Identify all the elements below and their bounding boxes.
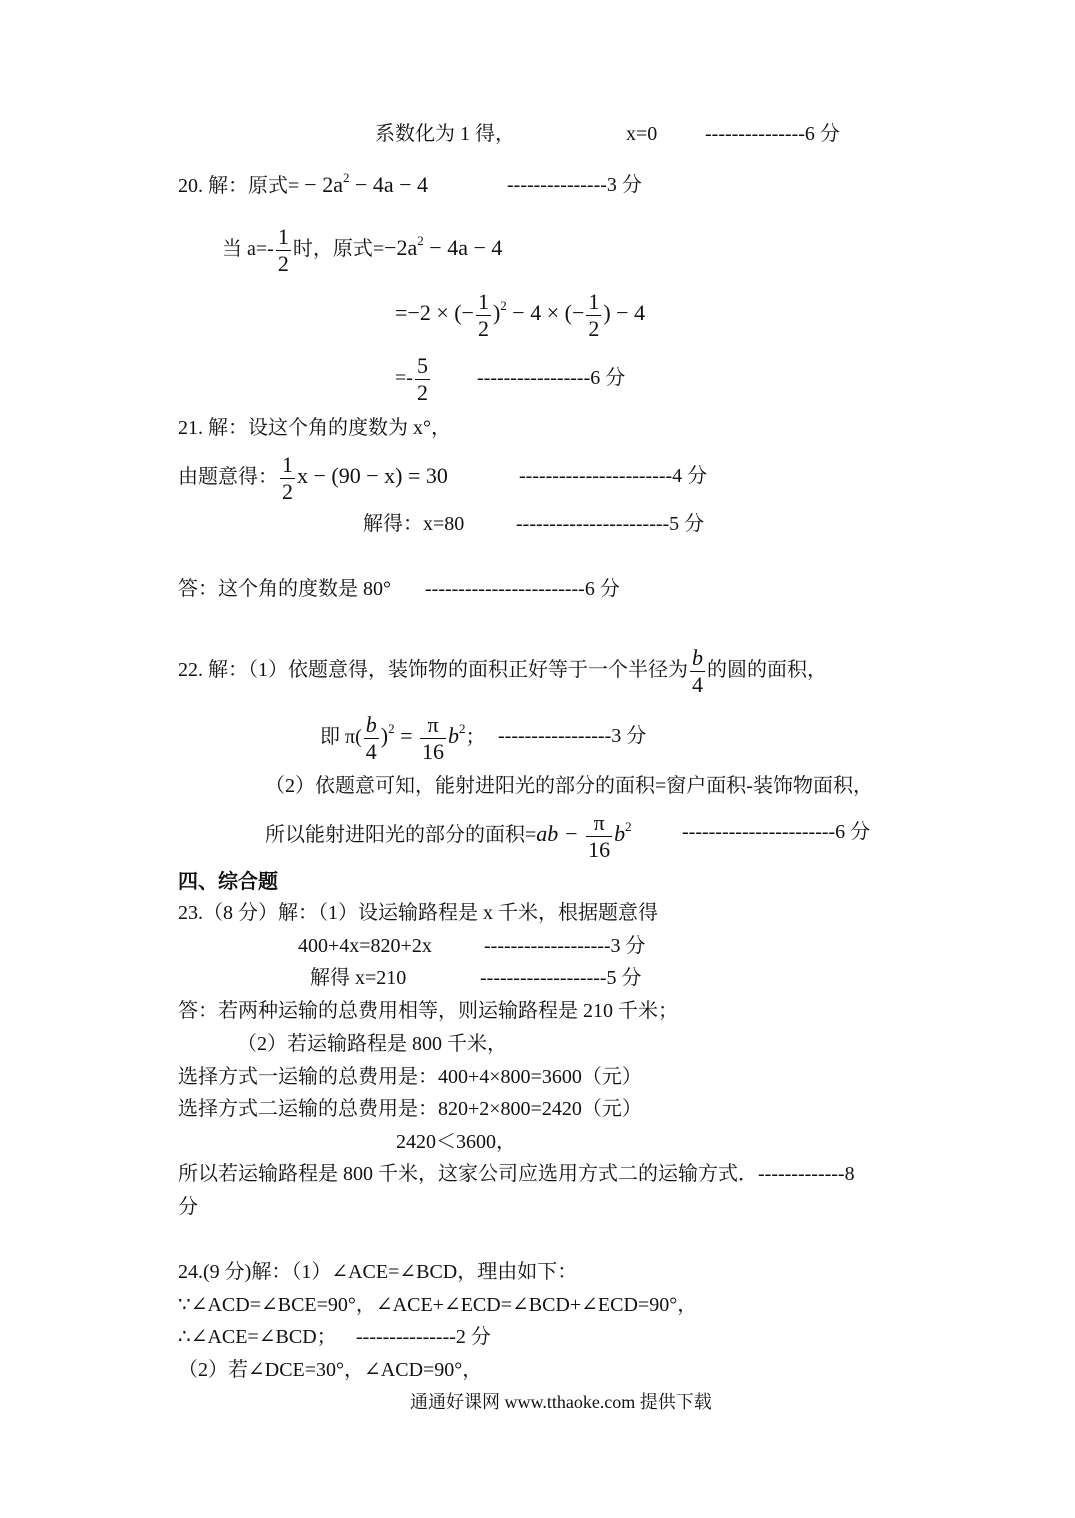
fraction: $\frac{b}{4}$ <box>365 711 377 764</box>
q23-sol-score: -------------------5 分 <box>480 967 642 989</box>
q23-compare: 2420＜3600， <box>396 1131 516 1153</box>
q20-expr1: − 2a <box>304 172 343 197</box>
q22-part2: （2）依题意可知，能射进阳光的部分的面积=窗户面积-装饰物面积， <box>265 775 873 797</box>
q22-part3-score: -----------------------6 分 <box>682 821 871 843</box>
q22-eq-score: -----------------3 分 <box>498 725 647 747</box>
q24-therefore: ∴∠ACE=∠BCD； <box>178 1326 337 1348</box>
page-footer: 通通好课网 www.tthaoke.com 提供下载 <box>410 1392 712 1412</box>
q23-equation: 400+4x=820+2x <box>298 935 432 957</box>
q20-calc: =−2 × (− $\frac{1}{2}$ )$^2$ − 4 × (− $\frac{1}{2}$ ) − 4 <box>395 288 646 341</box>
q21-sol-score: -----------------------5 分 <box>516 513 705 535</box>
fraction: $\frac{5}{2}$ <box>416 352 428 405</box>
q23-part2: （2）若运输路程是 800 千米， <box>237 1033 507 1055</box>
q20-result-score: -----------------6 分 <box>477 367 626 389</box>
q22-part3: 所以能射进阳光的部分的面积=ab − $\frac{\pi}{16}$ $b^2$ <box>265 809 632 862</box>
line-19-tail: 系数化为 1 得， <box>375 123 515 145</box>
q22-line: 22. 解：（1）依题意得，装饰物的面积正好等于一个半径为 $\frac{b}{4}$ 的圆的面积， <box>178 644 827 697</box>
q23-solution: 解得 x=210 <box>310 967 407 989</box>
q21-equation: 由题意得： $\frac{1}{2}$ x − (90 − x) = 30 <box>178 451 448 504</box>
section-heading: 四、综合题 <box>178 869 278 893</box>
fraction: $\frac{1}{2}$ <box>588 288 600 341</box>
q21-ans-score: ------------------------6 分 <box>425 578 620 600</box>
q23-line: 23.（8 分）解：（1）设运输路程是 x 千米，根据题意得 <box>178 902 658 924</box>
q24-part2: （2）若∠DCE=30°，∠ACD=90°， <box>178 1359 483 1381</box>
q23-conclusion-unit: 分 <box>178 1196 198 1218</box>
q20-score: ---------------3 分 <box>507 174 642 196</box>
q20-result: =- $\frac{5}{2}$ <box>395 352 428 405</box>
fraction: $\frac{1}{2}$ <box>477 288 489 341</box>
q20-sub: 当 a=- $\frac{1}{2}$ 时，原式$=-2a^2 - 4a - 4$ <box>222 223 503 276</box>
q23-answer: 答：若两种运输的总费用相等，则运输路程是 210 千米； <box>178 1000 678 1022</box>
score-6: ---------------6 分 <box>705 123 840 145</box>
expr-x0: x=0 <box>626 123 658 145</box>
q20-line: 20. 解：原式= − $2a^2 - 4a - 4$ <box>178 170 429 197</box>
q23-cost2: 选择方式二运输的总费用是：820+2×800=2420（元） <box>178 1098 642 1120</box>
q24-because: ∵∠ACD=∠BCE=90°，∠ACE+∠ECD=∠BCD+∠ECD=90°， <box>178 1294 698 1316</box>
q24-line: 24.(9 分)解：（1）∠ACE=∠BCD，理由如下： <box>178 1261 578 1283</box>
q21-eq-score: -----------------------4 分 <box>519 465 708 487</box>
q22-equation: 即 π( $\frac{b}{4}$ )$^2$ = $\frac{\pi}{16}$ $b^2$； <box>320 711 486 764</box>
q21-line: 21. 解：设这个角的度数为 x°， <box>178 417 451 439</box>
q23-cost1: 选择方式一运输的总费用是：400+4×800=3600（元） <box>178 1066 642 1088</box>
q21-answer: 答：这个角的度数是 80° <box>178 578 391 600</box>
fraction: $\frac{b}{4}$ <box>692 644 703 697</box>
q24-therefore-score: ---------------2 分 <box>356 1326 491 1348</box>
q21-solution: 解得：x=80 <box>363 513 465 535</box>
fraction: $\frac{1}{2}$ <box>277 223 289 276</box>
q23-conclusion: 所以若运输路程是 800 千米，这家公司应选用方式二的运输方式．-------------8 <box>178 1163 855 1185</box>
q23-eq-score: -------------------3 分 <box>484 935 646 957</box>
fraction: $\frac{\pi}{16}$ <box>588 809 611 862</box>
fraction: $\frac{1}{2}$ <box>282 451 293 504</box>
fraction: $\frac{\pi}{16}$ <box>422 711 445 764</box>
